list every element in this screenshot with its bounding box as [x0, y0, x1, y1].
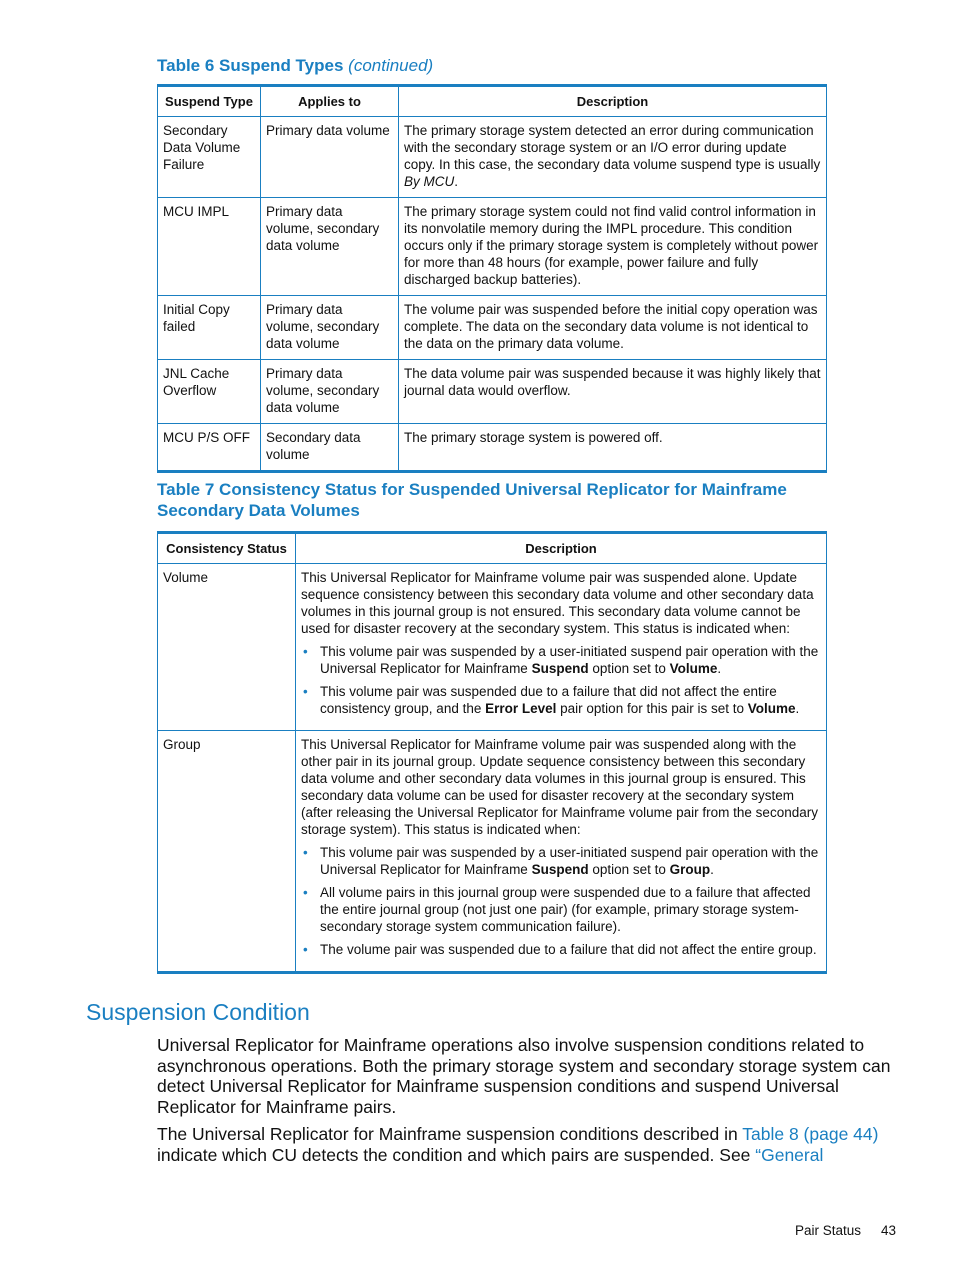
table6-continued: (continued)	[348, 56, 434, 75]
suspend-type-cell: JNL Cache Overflow	[158, 360, 261, 424]
col-header-consistency-status: Consistency Status	[158, 533, 296, 564]
table-row	[158, 731, 827, 973]
table-row	[158, 564, 827, 731]
consistency-status-table	[157, 531, 827, 974]
table-row	[158, 117, 827, 198]
table6-caption	[157, 55, 433, 76]
suspend-type-cell: MCU IMPL	[158, 198, 261, 296]
description-cell: The primary storage system could not find valid control information in its nonvolatile memory during the IMPL procedure. This condition occurs only if the primary storage system is completely without power for more than 48 hours (for example, power failure and fully discharged backup batteries).	[399, 198, 827, 296]
col-header-suspend-type: Suspend Type	[158, 86, 261, 117]
col-header-applies-to: Applies to	[261, 86, 399, 117]
general-link[interactable]: “General	[755, 1144, 824, 1165]
table-row	[158, 360, 827, 424]
body-paragraph: Universal Replicator for Mainframe operations also involve suspension conditions related to asynchronous operations. Both the primary storage system and secondary storage system can detect Universal Replicator for Mainframe suspension conditions and suspend Universal Replicator for Mainframe pairs.	[157, 1035, 891, 1118]
applies-to-cell: Primary data volume, secondary data volume	[261, 296, 399, 360]
table8-link[interactable]: Table 8 (page 44)	[742, 1124, 879, 1144]
footer-section-name: Pair Status	[794, 1223, 861, 1238]
table6-caption-title: Table 6 Suspend Types	[157, 56, 344, 75]
description-intro: This Universal Replicator for Mainframe volume pair was suspended alone. Update sequence consistency between this secondary data volume and other secondary data volumes in this journal group is not ensured. This secondary data volume cannot be used for disaster recovery at the secondary system. This status is indicated when:	[301, 570, 814, 636]
suspend-type-cell: Secondary Data Volume Failure	[158, 117, 261, 198]
list-item: • All volume pairs in this journal group were suspended due to a failure that affected the entire journal group (not just one pair) (for example, primary storage system-secondary storage system communication failure).	[320, 884, 821, 935]
body-paragraph: The Universal Replicator for Mainframe suspension conditions described in Table 8 (page 44) indicate which CU detects the condition and which pairs are suspended. See “General	[157, 1124, 879, 1165]
consistency-status-cell: Volume	[158, 564, 296, 731]
condition-list	[301, 844, 821, 958]
page-number: 43	[880, 1223, 896, 1238]
table-header-row	[158, 533, 827, 564]
description-text: The primary storage system detected an error during communication with the secondary storage system or an I/O error during update copy. In this case, the secondary data volume suspend type is usually	[404, 123, 821, 172]
suspend-types-table	[157, 84, 827, 473]
table-row	[158, 296, 827, 360]
suspend-type-cell: Initial Copy failed	[158, 296, 261, 360]
table7-caption: Table 7 Consistency Status for Suspended Universal Replicator for Mainframe Secondary Data Volumes	[157, 480, 787, 520]
description-cell: The volume pair was suspended before the initial copy operation was complete. The data on the secondary data volume is not identical to the data on the primary data volume.	[399, 296, 827, 360]
consistency-status-cell: Group	[158, 731, 296, 973]
page-footer	[795, 1223, 896, 1238]
col-header-description: Description	[399, 86, 827, 117]
description-intro: This Universal Replicator for Mainframe volume pair was suspended along with the other pair in its journal group. Update sequence consistency between this secondary data volume and other secondary data volumes in this journal group is ensured. This secondary data volume can be used for disaster recovery at the secondary system (after releasing the Universal Replicator for Mainframe volume pair from the secondary storage system). This status is indicated when:	[301, 737, 818, 837]
col-header-description: Description	[296, 533, 827, 564]
applies-to-cell: Secondary data volume	[261, 424, 399, 472]
table-row	[158, 424, 827, 472]
list-item: • This volume pair was suspended by a user-initiated suspend pair operation with the Universal Replicator for Mainframe Suspend option set to Group.	[320, 844, 821, 878]
description-cell	[296, 731, 827, 973]
suspend-type-cell: MCU P/S OFF	[158, 424, 261, 472]
applies-to-cell: Primary data volume	[261, 117, 399, 198]
list-item: • This volume pair was suspended due to a failure that did not affect the entire consistency group, and the Error Level pair option for this pair is set to Volume.	[320, 683, 821, 717]
applies-to-cell: Primary data volume, secondary data volume	[261, 198, 399, 296]
list-item: • The volume pair was suspended due to a failure that did not affect the entire group.	[320, 941, 821, 958]
description-cell	[296, 564, 827, 731]
table-row	[158, 198, 827, 296]
description-cell	[399, 117, 827, 198]
condition-list	[301, 643, 821, 717]
description-cell: The data volume pair was suspended because it was highly likely that journal data would overflow.	[399, 360, 827, 424]
description-emphasis: By MCU	[404, 174, 455, 189]
section-heading: Suspension Condition	[86, 999, 310, 1025]
description-period: .	[454, 174, 459, 189]
table-header-row	[158, 86, 827, 117]
description-cell: The primary storage system is powered off.	[399, 424, 827, 472]
applies-to-cell: Primary data volume, secondary data volume	[261, 360, 399, 424]
list-item: • This volume pair was suspended by a user-initiated suspend pair operation with the Universal Replicator for Mainframe Suspend option set to Volume.	[320, 643, 821, 677]
